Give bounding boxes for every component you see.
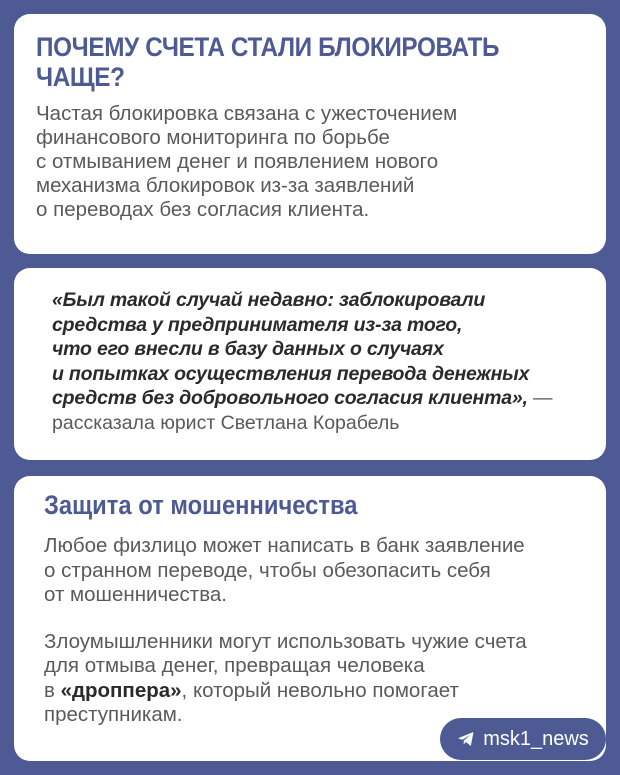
card3-title: Защита от мошенничества <box>44 490 358 520</box>
card3-body1: Любое физлицо может написать в банк заявление о странном переводе, чтобы обезопасить себя от мошенничества. <box>44 534 525 606</box>
card1-title: ПОЧЕМУ СЧЕТА СТАЛИ БЛОКИРОВАТЬ ЧАЩЕ? <box>36 32 500 92</box>
channel-badge[interactable] <box>440 718 606 760</box>
dropper-term: «дроппера» <box>60 678 182 702</box>
card3-body2-part2: , который невольно помогает преступникам. <box>44 678 459 726</box>
card-quote <box>14 268 606 460</box>
channel-name: msk1_news <box>483 727 589 750</box>
telegram-icon <box>457 731 475 747</box>
card3-body2-part1: Злоумышленники могут использовать чужие счета для отмыва денег, превращая человека в <box>44 629 527 702</box>
quote-attribution: рассказала юрист Светлана Корабель <box>52 411 400 434</box>
quote-dash: — <box>527 387 553 409</box>
card1-body: Частая блокировка связана с ужесточением финансового мониторинга по борьбе с отмыванием денег и появлением нового механизма блокировок из-за заявлений о переводах без согласия клиента. <box>36 102 458 221</box>
card3-body2 <box>44 630 584 728</box>
quote-text <box>52 288 584 411</box>
card-why-blocked <box>14 14 606 254</box>
quote-body: «Был такой случай недавно: заблокировали средства у предпринимателя из-за того, что его внесли в базу данных о случаях и попытках осуществления перевода денежных средств без добровольного согласия клиента», <box>52 289 530 409</box>
